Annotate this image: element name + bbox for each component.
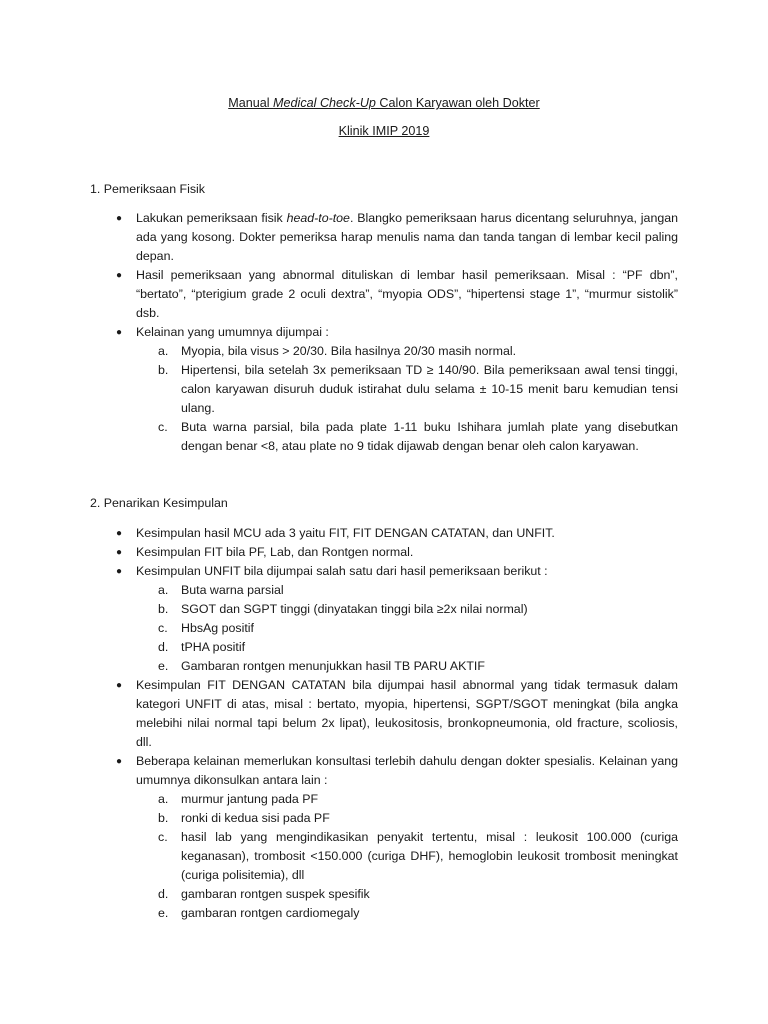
bullet-text: Kesimpulan FIT DENGAN CATATAN bila dijumpai hasil abnormal yang tidak termasuk dalam kategori UNFIT di atas, misal : bertato, myopia, hipertensi, SGPT/SGOT meningkat (bila angka melebihi nilai normal tapi belum 2x lipat), leukositosis, bronkopneumonia, old fracture, scoliosis, dll. [136,678,678,749]
list-item [112,562,678,676]
sub-item-text: SGOT dan SGPT tinggi (dinyatakan tinggi bila ≥2x nilai normal) [181,602,528,616]
sub-list-item [136,342,678,361]
section-1-list [112,209,678,456]
sub-item-letter: b. [158,363,169,377]
sub-item-letter: e. [158,906,169,920]
sub-list-item [136,361,678,418]
bullet-text: Hasil pemeriksaan yang abnormal dituliskan di lembar hasil pemeriksaan. Misal : “PF dbn”, “bertato”, “pterigium grade 2 oculi dextra”, “myopia ODS”, “hipertensi stage 1”, “murmur sistolik” dsb. [136,268,678,320]
sub-item-letter: a. [158,792,169,806]
bullet-text: Kesimpulan hasil MCU ada 3 yaitu FIT, FIT DENGAN CATATAN, dan UNFIT. [136,526,555,540]
sub-item-text: HbsAg positif [181,621,255,635]
sub-item-text: murmur jantung pada PF [181,792,319,806]
list-item [112,676,678,752]
sub-list-item [136,809,678,828]
sub-item-text: Hipertensi, bila setelah 3x pemeriksaan TD ≥ 140/90. Bila pemeriksaan awal tensi tinggi, calon karyawan disuruh duduk istirahat dulu selama ± 10-15 menit baru kemudian tensi ulang. [181,363,678,415]
list-item [112,543,678,562]
list-item [112,752,678,923]
sub-list-item [136,638,678,657]
bullet-text: Kelainan yang umumnya dijumpai : [136,325,329,339]
sub-item-text: hasil lab yang mengindikasikan penyakit tertentu, misal : leukosit 100.000 (curiga keganasan), trombosit <150.000 (curiga DHF), hemoglobin leukosit trombosit meningkat (curiga polisitemia), dll [181,830,678,882]
sub-list-item [136,790,678,809]
sub-item-text: Buta warna parsial [181,583,284,597]
bullet-text: Kesimpulan UNFIT bila dijumpai salah satu dari hasil pemeriksaan berikut : [136,564,548,578]
bullet-text: Kesimpulan FIT bila PF, Lab, dan Rontgen normal. [136,545,414,559]
sub-list [136,581,678,676]
sub-list-item [136,657,678,676]
sub-item-text: Myopia, bila visus > 20/30. Bila hasilnya 20/30 masih normal. [181,344,517,358]
sub-list [136,342,678,456]
title-text-em: Medical Check-Up [273,96,376,110]
sub-item-letter: d. [158,887,169,901]
bullet-icon: ● [116,680,123,691]
section-1-heading: 1. Pemeriksaan Fisik [90,182,205,196]
title-text-post: Calon Karyawan oleh Dokter [375,96,540,110]
bullet-text-pre: Lakukan pemeriksaan fisik [136,211,287,225]
list-item [112,524,678,543]
sub-item-letter: a. [158,344,169,358]
sub-item-letter: d. [158,640,169,654]
section-2-heading: 2. Penarikan Kesimpulan [90,496,228,510]
sub-list-item [136,885,678,904]
sub-item-text: gambaran rontgen cardiomegaly [181,906,360,920]
bullet-icon: ● [116,566,123,577]
list-item [112,266,678,323]
sub-item-letter: c. [158,420,168,434]
list-item [112,209,678,266]
sub-list-item [136,904,678,923]
title-text-pre: Manual [228,96,274,110]
sub-item-text: gambaran rontgen suspek spesifik [181,887,370,901]
sub-list-item [136,600,678,619]
sub-item-letter: b. [158,811,169,825]
bullet-icon: ● [116,756,123,767]
document-subtitle: Klinik IMIP 2019 [338,124,430,138]
sub-item-letter: c. [158,621,168,635]
bullet-icon: ● [116,528,123,539]
list-item [112,323,678,456]
sub-item-text: ronki di kedua sisi pada PF [181,811,330,825]
bullet-icon: ● [116,270,123,281]
bullet-text-em: head-to-toe [286,211,350,225]
sub-item-letter: c. [158,830,168,844]
bullet-icon: ● [116,327,123,338]
sub-item-letter: a. [158,583,169,597]
document-title [0,94,768,113]
bullet-icon: ● [116,547,123,558]
sub-item-letter: e. [158,659,169,673]
bullet-text-post: . Blangko pemeriksaan harus dicentang seluruhnya, jangan ada yang kosong. Dokter pemeriksa harap menulis nama dan tanda tangan di lembar kecil paling depan. [136,211,679,263]
bullet-icon: ● [116,213,123,224]
sub-item-text: Gambaran rontgen menunjukkan hasil TB PARU AKTIF [181,659,485,673]
sub-item-text: tPHA positif [181,640,246,654]
sub-list-item [136,418,678,456]
sub-list-item [136,619,678,638]
sub-list-item [136,828,678,885]
sub-list [136,790,678,923]
sub-item-text: Buta warna parsial, bila pada plate 1-11 buku Ishihara jumlah plate yang disebutkan dengan benar <8, atau plate no 9 tidak dijawab dengan benar oleh calon karyawan. [181,420,678,453]
sub-list-item [136,581,678,600]
bullet-text: Beberapa kelainan memerlukan konsultasi terlebih dahulu dengan dokter spesialis. Kelainan yang umumnya dikonsulkan antara lain : [136,754,678,787]
sub-item-letter: b. [158,602,169,616]
section-2-list [112,524,678,923]
